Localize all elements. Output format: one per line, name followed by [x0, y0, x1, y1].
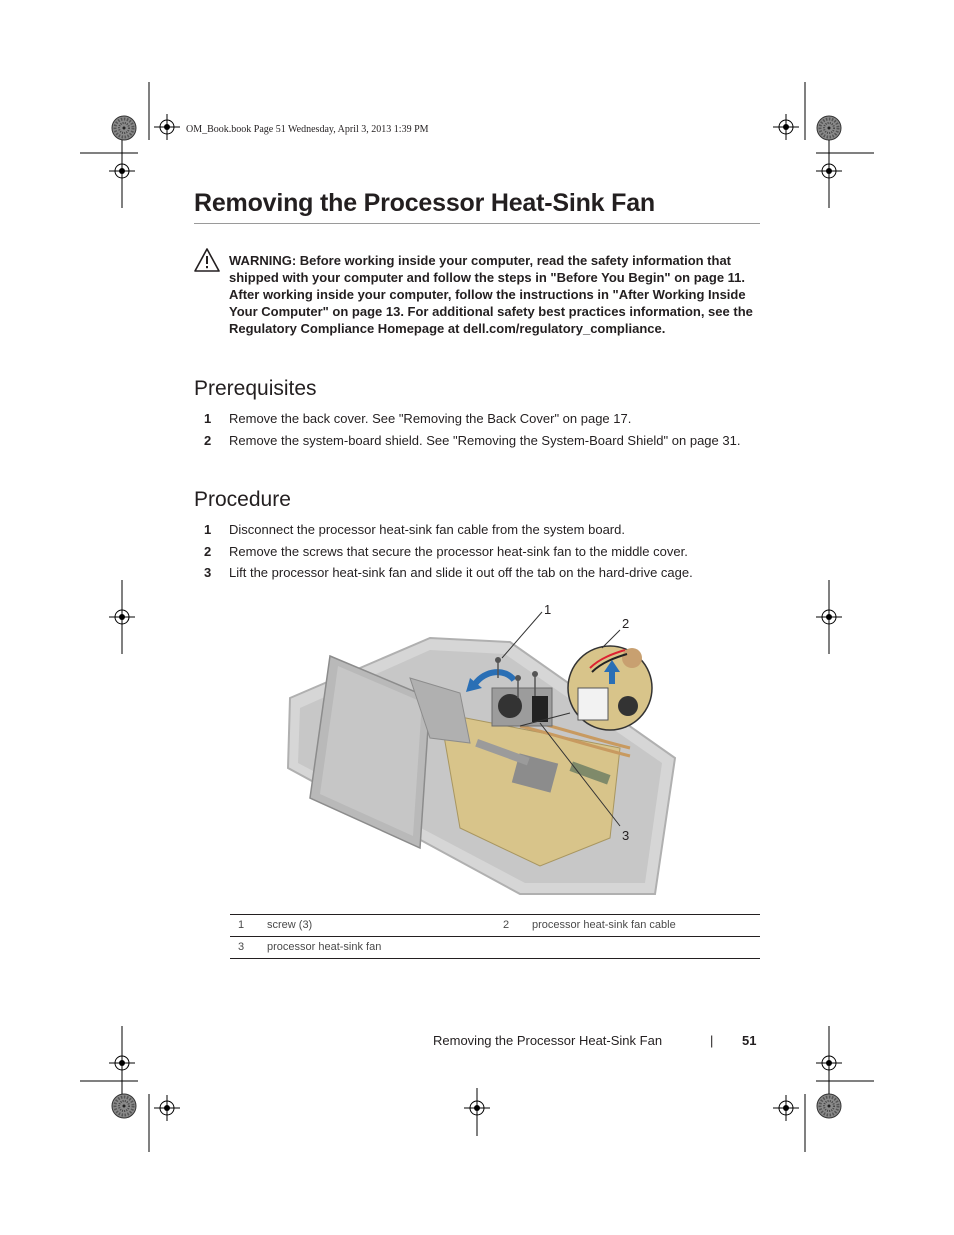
step-text: Remove the screws that secure the processor heat-sink fan to the middle cover. — [229, 544, 688, 559]
registration-crosshair-icon — [154, 114, 180, 140]
registration-crosshair-icon — [464, 1095, 490, 1121]
step-number: 2 — [204, 544, 212, 559]
registration-crosshair-icon — [154, 1095, 180, 1121]
page-title: Removing the Processor Heat-Sink Fan — [194, 189, 655, 217]
callout-3: 3 — [622, 828, 630, 843]
registration-crosshair-icon — [816, 158, 842, 184]
table-row — [230, 914, 760, 936]
page-number: 51 — [742, 1033, 757, 1048]
footer-section-title: Removing the Processor Heat-Sink Fan — [433, 1033, 663, 1048]
legend-number: 3 — [238, 941, 245, 953]
heat-sink-fan-illustration — [270, 598, 690, 898]
legend-number: 1 — [238, 919, 245, 931]
step-number: 2 — [204, 433, 212, 448]
step-text: Disconnect the processor heat-sink fan cable from the system board. — [229, 522, 625, 537]
prerequisites-heading: Prerequisites — [194, 377, 317, 400]
step-text: Remove the back cover. See "Removing the Back Cover" on page 17. — [229, 411, 632, 426]
registration-crosshair-icon — [773, 114, 799, 140]
color-wheel-icon — [112, 116, 136, 140]
callout-1: 1 — [544, 602, 552, 617]
procedure-heading: Procedure — [194, 488, 291, 511]
legend-number: 2 — [503, 919, 510, 931]
step-number: 1 — [204, 411, 212, 426]
callout-2: 2 — [622, 616, 630, 631]
legend-label: processor heat-sink fan — [267, 941, 382, 953]
print-slug: OM_Book.book Page 51 Wednesday, April 3, 2013 1:39 PM — [186, 124, 429, 135]
table-row — [230, 936, 760, 959]
color-wheel-icon — [817, 1094, 841, 1118]
callout-legend — [230, 914, 760, 959]
registration-crosshair-icon — [773, 1095, 799, 1121]
legend-label: screw (3) — [267, 919, 313, 931]
registration-crosshair-icon — [109, 158, 135, 184]
registration-crosshair-icon — [109, 1050, 135, 1076]
registration-crosshair-icon — [109, 604, 135, 630]
color-wheel-icon — [112, 1094, 136, 1118]
footer-separator: | — [710, 1033, 714, 1048]
step-text: Lift the processor heat-sink fan and slide it out off the tab on the hard-drive cage. — [229, 565, 693, 580]
step-number: 1 — [204, 522, 212, 537]
registration-crosshair-icon — [816, 604, 842, 630]
step-text: Remove the system-board shield. See "Removing the System-Board Shield" on page 31. — [229, 433, 741, 448]
registration-crosshair-icon — [816, 1050, 842, 1076]
color-wheel-icon — [817, 116, 841, 140]
step-number: 3 — [204, 565, 212, 580]
warning-triangle-icon — [194, 247, 220, 273]
legend-label: processor heat-sink fan cable — [532, 919, 676, 931]
title-rule — [194, 223, 760, 224]
warning-text: WARNING: Before working inside your computer, read the safety information that shipped with your computer and follow the steps in "Before You Begin" on page 11. After working inside your computer, follow the instructions in "After Working Inside Your Computer" on page 13. For additional safety best practices information, see the Regulatory Compliance Homepage at dell.com/regulatory_compliance. — [229, 253, 753, 336]
